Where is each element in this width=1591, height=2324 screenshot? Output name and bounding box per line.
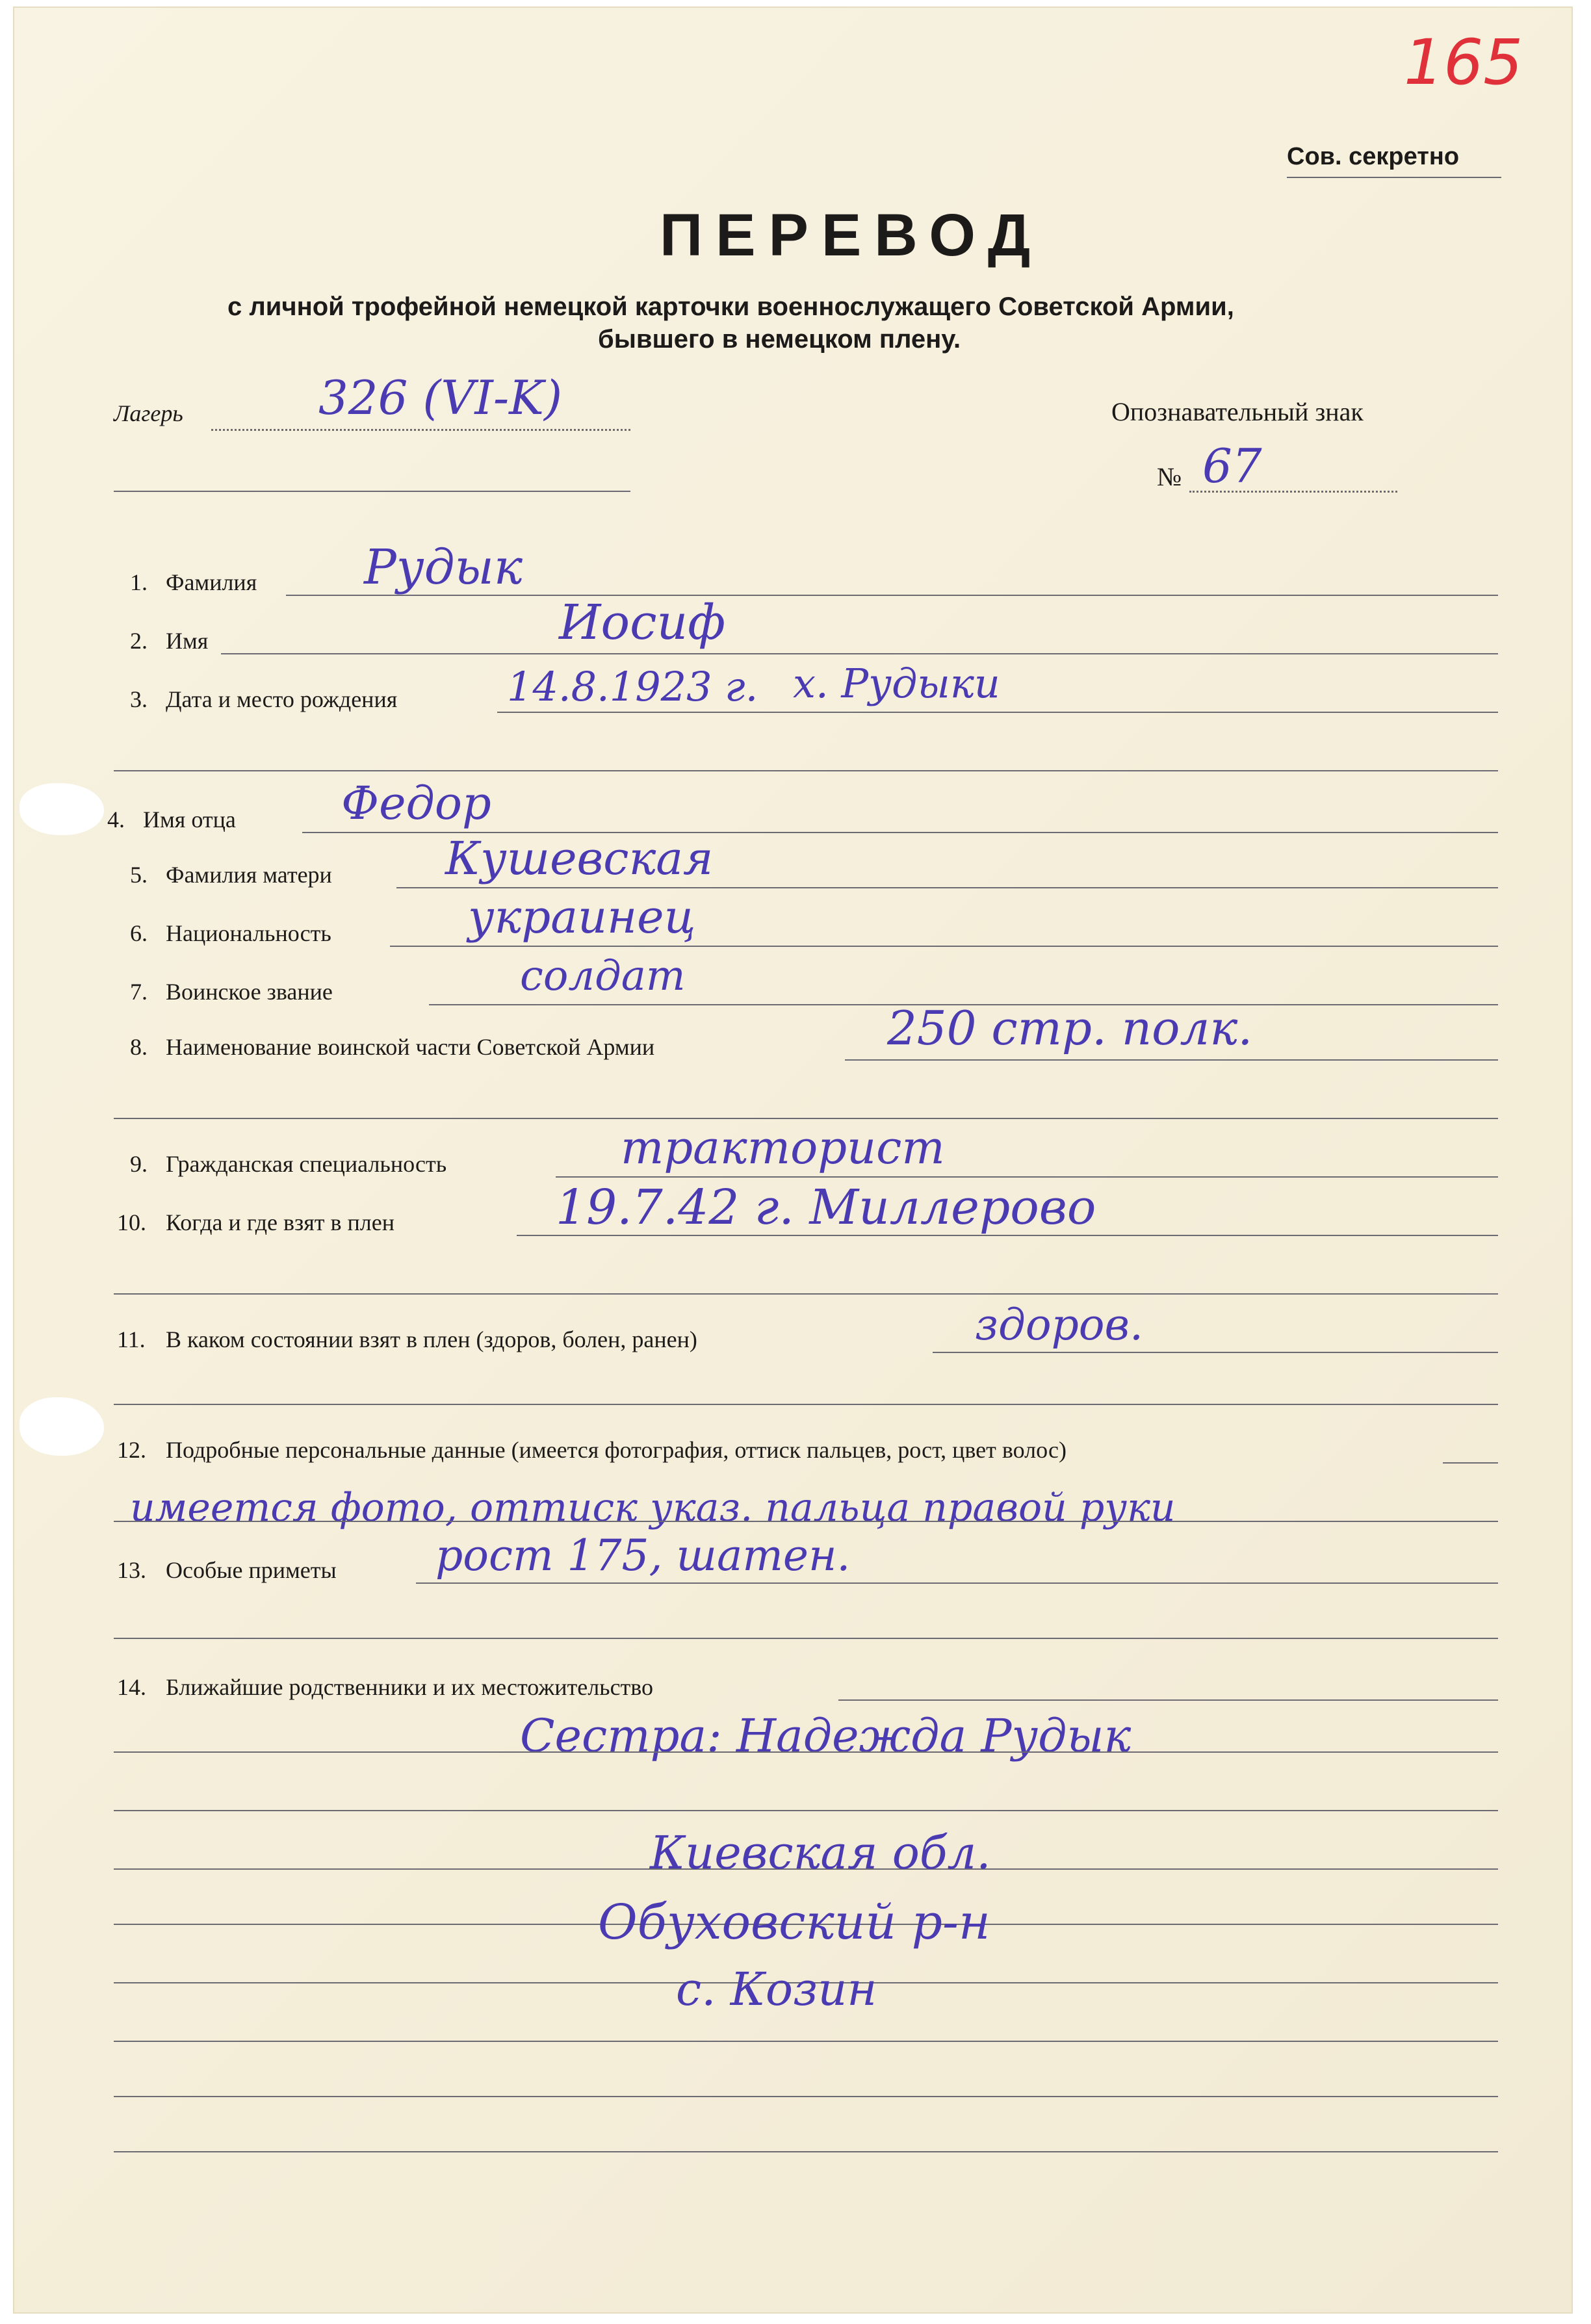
- field-14-label: Ближайшие родственники и их местожительство: [166, 1674, 654, 1700]
- document-title: ПЕРЕВОД: [660, 202, 1044, 268]
- camp-value: 326 (VI-K): [318, 370, 563, 425]
- field-7-value: солдат: [520, 952, 686, 1000]
- camp-second-line: [114, 491, 630, 492]
- punch-hole-top: [19, 783, 104, 835]
- field-11-label: В каком состоянии взят в плен (здоров, болен, ранен): [166, 1326, 697, 1352]
- field-3-value-place: х. Рудыки: [793, 660, 1000, 707]
- field-4-num: 4.: [107, 807, 125, 833]
- field-6-line: [390, 946, 1498, 947]
- field-9-num: 9.: [130, 1151, 148, 1177]
- field-1-value: Рудык: [364, 539, 523, 595]
- field-11-num: 11.: [117, 1326, 146, 1352]
- field-13-second-line: [114, 1638, 1498, 1639]
- document-sheet: [13, 6, 1573, 2314]
- field-8-line: [845, 1059, 1498, 1061]
- field-13-line: [416, 1582, 1498, 1584]
- field-11-value: здоров.: [975, 1300, 1143, 1350]
- field-1-label: Фамилия: [166, 569, 257, 595]
- field-14-value: Сестра: Надежда Рудык: [520, 1709, 1132, 1762]
- blank-line-8: [114, 2151, 1498, 2152]
- field-11-second-line: [114, 1404, 1498, 1405]
- field-3-value: 14.8.1923 г.: [507, 663, 758, 710]
- field-10-value: 19.7.42 г. Миллерово: [556, 1180, 1096, 1235]
- field-7-num: 7.: [130, 979, 148, 1005]
- field-12-line: [1443, 1462, 1498, 1464]
- field-13-label: Особые приметы: [166, 1557, 337, 1583]
- relatives-address-district: Обуховский р-н: [598, 1894, 990, 1950]
- field-12-value: имеется фото, оттиск указ. пальца правой руки: [130, 1485, 1176, 1530]
- field-7-label: Воинское звание: [166, 979, 333, 1005]
- field-13-num: 13.: [117, 1557, 146, 1583]
- field-14-num: 14.: [117, 1674, 146, 1700]
- field-10-second-line: [114, 1293, 1498, 1295]
- field-5-line: [396, 887, 1498, 888]
- field-6-label: Национальность: [166, 920, 331, 946]
- field-8-label: Наименование воинской части Советской Армии: [166, 1034, 655, 1060]
- classification-stamp: Сов. секретно: [1287, 143, 1460, 170]
- blank-line-1: [114, 1751, 1498, 1753]
- field-9-label: Гражданская специальность: [166, 1151, 447, 1177]
- field-3-line: [497, 712, 1498, 713]
- field-9-value: тракторист: [621, 1121, 945, 1174]
- id-tag-value: 67: [1202, 439, 1262, 493]
- blank-line-7: [114, 2096, 1498, 2097]
- subtitle-line-1: с личной трофейной немецкой карточки военнослужащего Советской Армии,: [227, 292, 1234, 321]
- blank-line-6: [114, 2041, 1498, 2042]
- camp-label: Лагерь: [114, 400, 183, 426]
- field-5-value: Кушевская: [445, 832, 714, 885]
- field-12-num: 12.: [117, 1437, 146, 1463]
- field-4-label: Имя отца: [143, 807, 236, 833]
- field-4-value: Федор: [341, 777, 491, 830]
- id-tag-label: Опознавательный знак: [1111, 397, 1364, 426]
- classification-underline: [1287, 177, 1501, 178]
- field-13-value: рост 175, шатен.: [435, 1530, 851, 1581]
- field-3-second-line: [114, 770, 1498, 771]
- field-5-num: 5.: [130, 862, 148, 888]
- field-10-label: Когда и где взят в плен: [166, 1209, 395, 1235]
- field-5-label: Фамилия матери: [166, 862, 332, 888]
- camp-line: [211, 429, 630, 431]
- field-11-line: [933, 1352, 1498, 1353]
- field-1-num: 1.: [130, 569, 148, 595]
- subtitle-line-2: бывшего в немецком плену.: [598, 325, 961, 354]
- field-14-line: [838, 1699, 1498, 1701]
- relatives-address-village: с. Козин: [676, 1963, 877, 2016]
- field-3-num: 3.: [130, 686, 148, 712]
- field-8-num: 8.: [130, 1034, 148, 1060]
- field-10-num: 10.: [117, 1209, 146, 1235]
- field-8-second-line: [114, 1118, 1498, 1119]
- field-2-value: Иосиф: [559, 595, 726, 651]
- field-3-label: Дата и место рождения: [166, 686, 398, 712]
- punch-hole-bottom: [19, 1397, 104, 1456]
- field-6-value: украинец: [468, 890, 696, 944]
- archive-number: 165: [1404, 26, 1523, 99]
- id-tag-no-label: №: [1157, 462, 1182, 491]
- field-2-line: [221, 653, 1498, 654]
- field-6-num: 6.: [130, 920, 148, 946]
- field-8-value: 250 стр. полк.: [887, 1001, 1253, 1055]
- field-12-second-line: [114, 1521, 1498, 1522]
- blank-line-2: [114, 1810, 1498, 1811]
- field-2-label: Имя: [166, 628, 209, 654]
- relatives-address-region: Киевская обл.: [650, 1826, 991, 1879]
- field-12-label: Подробные персональные данные (имеется фотография, оттиск пальцев, рост, цвет волос): [166, 1437, 1067, 1463]
- field-2-num: 2.: [130, 628, 148, 654]
- field-9-line: [556, 1176, 1498, 1178]
